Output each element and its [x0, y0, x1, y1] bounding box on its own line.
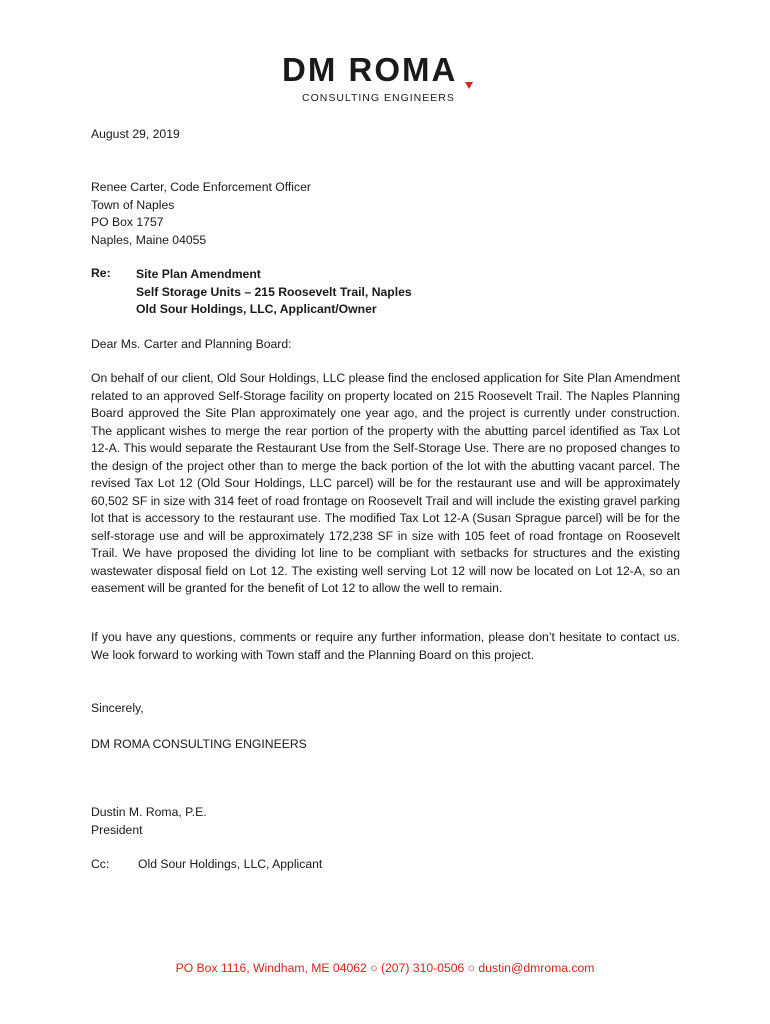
- body-paragraph-2: If you have any questions, comments or require any further information, please don’t hesitate to contact us. We look forward to working with Town staff and the Planning Board on this project.: [91, 630, 680, 662]
- cc-recipient: Old Sour Holdings, LLC, Applicant: [138, 857, 323, 871]
- cc-label: Cc:: [91, 857, 110, 871]
- signer-name: Dustin M. Roma, P.E.: [91, 805, 207, 819]
- body-paragraph-1: On behalf of our client, Old Sour Holdings, LLC please find the enclosed application for Site Plan Amendment related to an approved Self-Storage facility on property located on 215 Roosevelt Trail. The Naples Planning Board approved the Site Plan approximately one year ago, and the project is currently under construction. The applicant wishes to merge the rear portion of the property with the abutting parcel identified as Tax Lot 12-A. This would separate the Restaurant Use from the Self-Storage Use. There are no proposed changes to the design of the project other than to merge the back portion of the lot with the abutting vacant parcel. The revised Tax Lot 12 (Old Sour Holdings, LLC parcel) will be for the restaurant use and will be approximately 60,502 SF in size with 314 feet of road frontage on Roosevelt Trail and will include the existing gravel parking lot that is accessory to the restaurant use. The modified Tax Lot 12-A (Susan Sprague parcel) will be for the self-storage use and will be approximately 172,238 SF in size with 105 feet of road frontage on Roosevelt Trail. We have proposed the dividing lot line to be compliant with setbacks for structures and the existing wastewater disposal field on Lot 12. The existing well serving Lot 12 will now be located on Lot 12-A, so an easement will be granted for the benefit of Lot 12 to allow the well to remain.: [91, 371, 680, 595]
- company-logo: [282, 52, 492, 108]
- recipient-org: Town of Naples: [91, 197, 175, 212]
- logo-tagline: CONSULTING ENGINEERS: [302, 92, 455, 104]
- recipient-city-state-zip: Naples, Maine 04055: [91, 232, 207, 247]
- re-subject: [136, 266, 412, 319]
- footer-contact: PO Box 1116, Windham, ME 04062 ○ (207) 310-0506 ○ dustin@dmroma.com: [175, 961, 595, 975]
- logo-wordmark: DM ROMA: [282, 51, 458, 88]
- logo-red-triangle-icon: [465, 82, 473, 89]
- recipient-name-title: Renee Carter, Code Enforcement Officer: [91, 180, 311, 194]
- closing-sincerely: Sincerely,: [91, 701, 144, 715]
- re-line-3: Old Sour Holdings, LLC, Applicant/Owner: [136, 302, 377, 316]
- re-label: Re:: [91, 266, 111, 280]
- signer-title: President: [91, 822, 143, 837]
- letter-date: August 29, 2019: [91, 127, 180, 141]
- closing-firm: DM ROMA CONSULTING ENGINEERS: [91, 737, 307, 751]
- recipient-po-box: PO Box 1757: [91, 215, 164, 229]
- re-line-1: Site Plan Amendment: [136, 267, 261, 281]
- re-line-2: Self Storage Units – 215 Roosevelt Trail, Naples: [136, 284, 412, 299]
- salutation: Dear Ms. Carter and Planning Board:: [91, 337, 292, 351]
